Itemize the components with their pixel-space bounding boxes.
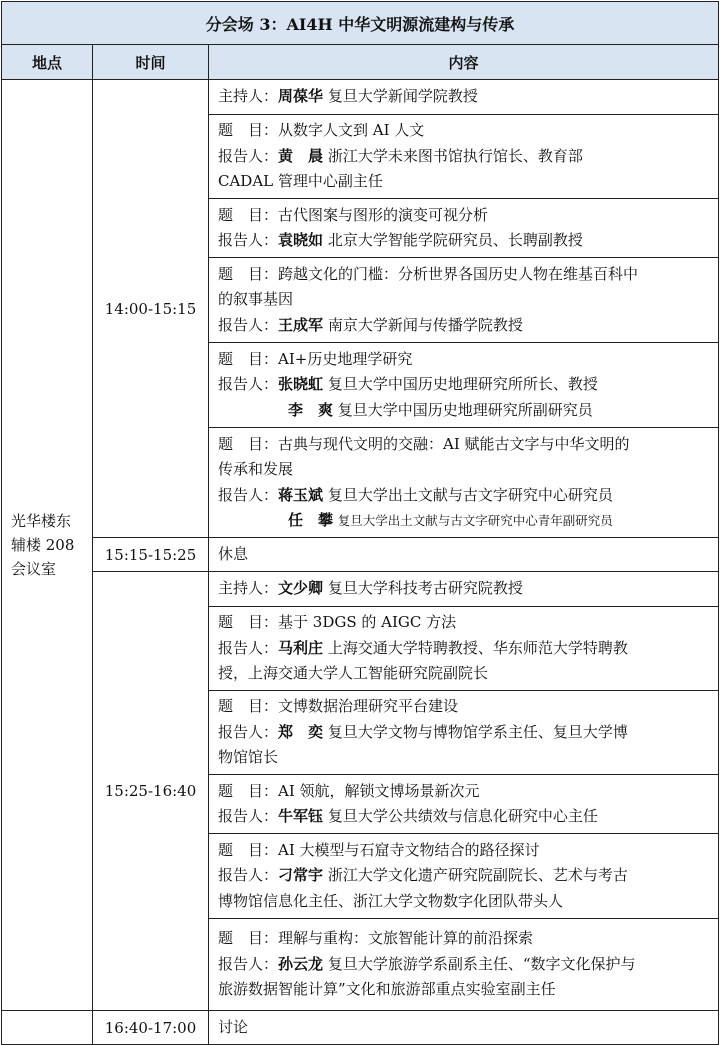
reporter-line <box>218 804 712 830</box>
reporter-name: 黄 晨 <box>278 146 324 165</box>
reporter-name: 任 攀 <box>288 511 334 529</box>
content-cell <box>209 775 719 834</box>
break-cell: 休息 <box>209 538 719 572</box>
time-cell: 15:15-15:25 <box>93 538 209 572</box>
time-cell: 16:40-17:00 <box>93 1011 209 1045</box>
reporter-line <box>218 863 712 889</box>
session-title: 分会场 3：AI4H 中华文明源流建构与传承 <box>2 2 719 45</box>
content-cell <box>209 691 719 775</box>
topic: AI+历史地理学研究 <box>278 349 413 368</box>
topic: 跨越文化的门槛：分析世界各国历史人物在维基百科中 <box>278 264 639 283</box>
reporter-name: 张晓虹 <box>278 375 324 394</box>
host-affiliation: 复旦大学科技考古研究院教授 <box>327 579 523 598</box>
label: 报告人： <box>218 954 279 973</box>
label: 报告人： <box>218 807 279 825</box>
label: 主持人： <box>218 87 279 106</box>
reporter-line <box>218 483 712 509</box>
topic-cont: 传承和发展 <box>218 460 294 478</box>
label: 题 目： <box>218 781 279 800</box>
topic: 古典与现代文明的交融：AI 赋能古文字与中华文明的 <box>278 434 630 453</box>
label: 报告人： <box>218 485 279 504</box>
content-cell <box>209 572 719 607</box>
topic-cont: 的叙事基因 <box>218 290 294 309</box>
reporter-affiliation: 复旦大学中国历史地理研究所所长、教授 <box>327 375 598 394</box>
reporter-name: 孙云龙 <box>278 954 324 973</box>
label: 报告人： <box>218 638 279 657</box>
location-line: 辅楼 208 <box>11 536 75 554</box>
host-line <box>218 576 712 602</box>
reporter-line <box>218 636 712 662</box>
label: 题 目： <box>218 434 279 453</box>
topic: AI 领航，解锁文博场景新次元 <box>278 781 480 800</box>
topic: AI 大模型与石窟寺文物结合的路径探讨 <box>278 840 540 859</box>
topic-line <box>218 838 712 864</box>
reporter-name: 袁晓如 <box>278 231 324 249</box>
label: 报告人： <box>218 146 279 165</box>
location-cell <box>2 80 93 1011</box>
label: 题 目： <box>218 929 279 948</box>
topic-line <box>218 203 712 229</box>
topic-line <box>218 694 712 720</box>
topic-line <box>218 610 712 636</box>
table-row <box>2 80 719 115</box>
reporter-line <box>218 313 712 339</box>
reporter-line <box>218 372 712 398</box>
label: 题 目： <box>218 349 279 368</box>
reporter-line <box>218 508 712 534</box>
table-row <box>2 1011 719 1045</box>
reporter-affiliation-cont: CADAL 管理中心副主任 <box>218 172 383 191</box>
topic-line <box>218 262 712 288</box>
reporter-affiliation: 北京大学智能学院研究员、长聘副教授 <box>327 231 583 249</box>
reporter-name: 马利庄 <box>278 638 324 657</box>
host-affiliation: 复旦大学新闻学院教授 <box>327 87 478 106</box>
reporter-affiliation: 复旦大学出土文献与古文字研究中心研究员 <box>327 485 613 504</box>
reporter-affiliation: 复旦大学文物与博物馆学系主任、复旦大学博 <box>327 722 628 741</box>
location-line: 会议室 <box>11 560 57 578</box>
reporter-name: 郑 奕 <box>278 722 324 741</box>
topic: 从数字人文到 AI 人文 <box>278 121 425 140</box>
reporter-name: 王成军 <box>278 315 324 334</box>
label: 题 目： <box>218 840 279 859</box>
reporter-affiliation-cont: 旅游数据智能计算”文化和旅游部重点实验室副主任 <box>218 980 556 999</box>
header-content: 内容 <box>209 45 719 80</box>
label: 题 目： <box>218 205 279 224</box>
reporter-line <box>218 144 712 170</box>
content-cell <box>209 80 719 115</box>
reporter-affiliation: 复旦大学中国历史地理研究所副研究员 <box>337 400 593 419</box>
topic-line <box>218 118 712 144</box>
label: 报告人： <box>218 375 279 394</box>
reporter-affiliation-cont: 物馆馆长 <box>218 748 279 767</box>
label: 题 目： <box>218 264 279 283</box>
label: 报告人： <box>218 722 279 741</box>
reporter-affiliation-cont: 授，上海交通大学人工智能研究院副院长 <box>218 664 489 683</box>
table-row <box>2 538 719 572</box>
reporter-affiliation: 浙江大学未来图书馆执行馆长、教育部 <box>327 146 583 165</box>
reporter-line <box>218 398 712 424</box>
topic-line <box>218 926 712 952</box>
reporter-affiliation: 上海交通大学特聘教授、华东师范大学特聘教 <box>327 638 628 657</box>
label: 报告人： <box>218 231 279 249</box>
label: 报告人： <box>218 315 279 334</box>
host-line <box>218 84 712 110</box>
content-cell <box>209 199 719 258</box>
reporter-line <box>218 720 712 746</box>
topic: 理解与重构：文旅智能计算的前沿探索 <box>278 929 534 948</box>
label: 题 目： <box>218 697 279 716</box>
content-cell <box>209 343 719 428</box>
reporter-affiliation: 南京大学新闻与传播学院教授 <box>327 315 523 334</box>
label: 题 目： <box>218 121 279 140</box>
label: 主持人： <box>218 579 279 598</box>
topic: 古代图案与图形的演变可视分析 <box>278 205 489 224</box>
content-cell <box>209 834 719 919</box>
host-name: 文少卿 <box>278 579 324 598</box>
reporter-affiliation: 复旦大学公共绩效与信息化研究中心主任 <box>327 807 598 825</box>
topic-line <box>218 347 712 373</box>
discussion-cell: 讨论 <box>209 1011 719 1045</box>
topic-line <box>218 779 712 805</box>
content-cell <box>209 607 719 691</box>
time-cell: 15:25-16:40 <box>93 572 209 1011</box>
time-cell: 14:00-15:15 <box>93 80 209 538</box>
header-time: 时间 <box>93 45 209 80</box>
content-cell <box>209 258 719 343</box>
reporter-line <box>218 952 712 978</box>
reporter-name: 刁常宇 <box>278 866 324 885</box>
reporter-affiliation: 复旦大学出土文献与古文字研究中心青年副研究员 <box>337 513 613 528</box>
reporter-line <box>218 228 712 254</box>
reporter-name: 牛军钰 <box>278 807 324 825</box>
content-cell <box>209 428 719 538</box>
reporter-affiliation: 浙江大学文化遗产研究院副院长、艺术与考古 <box>327 866 628 885</box>
topic-line <box>218 432 712 458</box>
header-location: 地点 <box>2 45 93 80</box>
content-cell <box>209 115 719 199</box>
location-cell-empty <box>2 1011 93 1045</box>
label: 报告人： <box>218 866 279 885</box>
table-row <box>2 572 719 607</box>
topic: 基于 3DGS 的 AIGC 方法 <box>278 613 457 632</box>
content-cell <box>209 919 719 1011</box>
location-line: 光华楼东 <box>11 512 72 530</box>
schedule-table <box>1 1 719 1045</box>
topic: 文博数据治理研究平台建设 <box>278 697 459 716</box>
reporter-name: 李 爽 <box>288 400 334 419</box>
label: 题 目： <box>218 613 279 632</box>
host-name: 周葆华 <box>278 87 324 106</box>
reporter-name: 蒋玉斌 <box>278 485 324 504</box>
reporter-affiliation: 复旦大学旅游学系副系主任、“数字文化保护与 <box>327 954 636 973</box>
reporter-affiliation-cont: 博物馆信息化主任、浙江大学文物数字化团队带头人 <box>218 891 564 910</box>
